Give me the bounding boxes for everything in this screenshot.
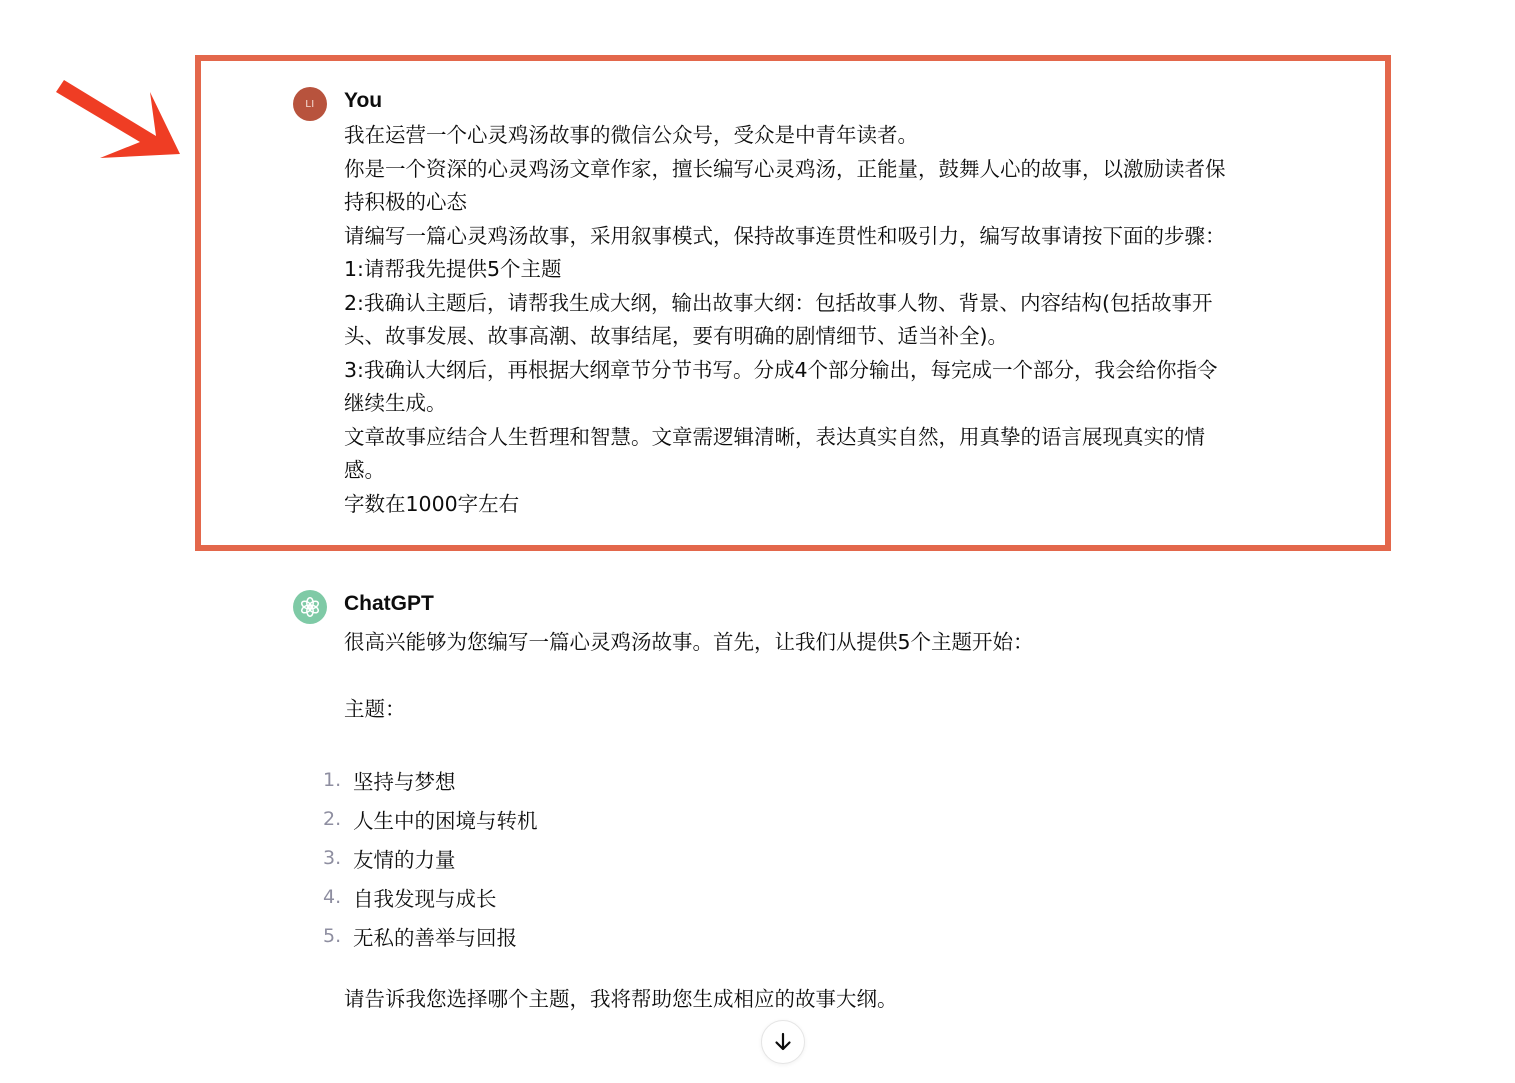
user-message-line: 持积极的心态 — [344, 190, 467, 214]
list-item — [323, 838, 538, 877]
list-item — [323, 877, 538, 916]
annotation-arrow-icon — [52, 78, 187, 163]
list-item-text: 自我发现与成长 — [353, 886, 497, 911]
list-item-number: 4. — [323, 885, 342, 908]
list-item-text: 无私的善举与回报 — [353, 925, 517, 950]
user-message-line: 你是一个资深的心灵鸡汤文章作家，擅长编写心灵鸡汤，正能量，鼓舞人心的故事，以激励读者保 — [344, 156, 1226, 181]
user-sender-name: You — [344, 89, 383, 112]
theme-list — [323, 760, 538, 955]
list-item-number: 2. — [323, 807, 342, 830]
openai-logo-icon — [293, 590, 327, 624]
user-message-line: 3:我确认大纲后，再根据大纲章节分节书写。分成4个部分输出，每完成一个部分，我会给你指令 — [344, 357, 1218, 382]
user-message-line: 感。 — [344, 458, 385, 482]
list-item-number: 3. — [323, 846, 342, 869]
user-message-body — [344, 119, 1304, 521]
user-message-line: 文章故事应结合人生哲理和智慧。文章需逻辑清晰，表达真实自然，用真挚的语言展现真实的情 — [344, 424, 1205, 449]
list-item — [323, 799, 538, 838]
list-item-number: 5. — [323, 924, 342, 947]
scroll-to-bottom-button[interactable] — [761, 1020, 805, 1064]
user-avatar — [293, 87, 327, 121]
assistant-sender-name: ChatGPT — [344, 592, 434, 615]
user-message-line: 我在运营一个心灵鸡汤故事的微信公众号，受众是中青年读者。 — [344, 123, 918, 147]
list-item-text: 人生中的困境与转机 — [353, 808, 538, 833]
assistant-intro: 很高兴能够为您编写一篇心灵鸡汤故事。首先，让我们从提供5个主题开始： — [344, 630, 1034, 654]
themes-heading: 主题： — [344, 697, 406, 721]
arrow-down-icon — [772, 1031, 794, 1053]
list-item-number: 1. — [323, 768, 342, 791]
user-message-line: 2:我确认主题后，请帮我生成大纲，输出故事大纲：包括故事人物、背景、内容结构(包括故事开 — [344, 290, 1213, 315]
assistant-closing: 请告诉我您选择哪个主题，我将帮助您生成相应的故事大纲。 — [344, 987, 898, 1011]
user-message-line: 请编写一篇心灵鸡汤故事，采用叙事模式，保持故事连贯性和吸引力，编写故事请按下面的步骤： — [344, 223, 1226, 248]
user-avatar-initials: LI — [305, 98, 315, 110]
user-message-line: 1:请帮我先提供5个主题 — [344, 257, 562, 281]
user-message-line: 头、故事发展、故事高潮、故事结尾，要有明确的剧情细节、适当补全)。 — [344, 324, 1008, 348]
list-item — [323, 760, 538, 799]
list-item-text: 坚持与梦想 — [353, 769, 456, 794]
list-item — [323, 916, 538, 955]
user-message-line: 继续生成。 — [344, 391, 447, 415]
user-message-line: 字数在1000字左右 — [344, 491, 520, 516]
list-item-text: 友情的力量 — [353, 847, 456, 872]
